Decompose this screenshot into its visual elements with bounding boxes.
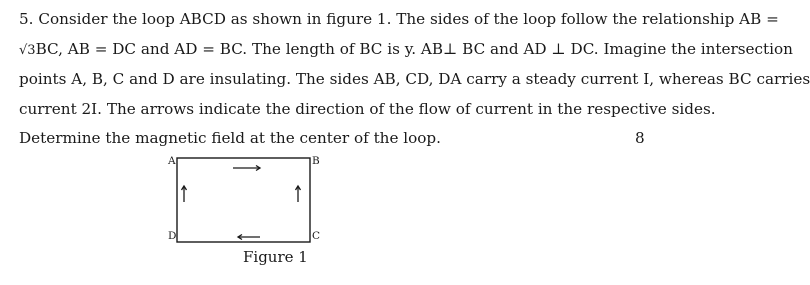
arrow-right-up <box>296 186 301 202</box>
figure-caption: Figure 1 <box>243 248 308 266</box>
corner-label-c: C <box>312 230 321 242</box>
loop-figure <box>150 150 350 280</box>
arrow-top-right <box>233 166 260 171</box>
sqrt-three: √3 <box>19 43 36 58</box>
question-line-5: Determine the magnetic field at the center of the loop. <box>19 129 441 147</box>
corner-label-d: D <box>168 230 177 242</box>
question-line-2-text: BC, AB = DC and AD = BC. The length of BC is y. AB⊥ BC and AD ⊥ DC. Imagine the intersection <box>35 40 793 58</box>
arrow-left-up <box>182 186 187 202</box>
question-line-4: current 2I. The arrows indicate the direction of the flow of current in the respective sides. <box>19 100 716 118</box>
loop-rectangle <box>177 158 310 242</box>
arrow-bottom-left <box>238 235 260 240</box>
corner-label-a: A <box>168 155 176 167</box>
question-line-1: 5. Consider the loop ABCD as shown in figure 1. The sides of the loop follow the relationship AB = <box>19 10 779 28</box>
question-marks: 8 <box>635 129 645 147</box>
corner-label-b: B <box>312 155 320 167</box>
question-line-2 <box>19 39 793 61</box>
question-line-3: points A, B, C and D are insulating. The sides AB, CD, DA carry a steady current I, whereas BC carries <box>19 70 810 88</box>
